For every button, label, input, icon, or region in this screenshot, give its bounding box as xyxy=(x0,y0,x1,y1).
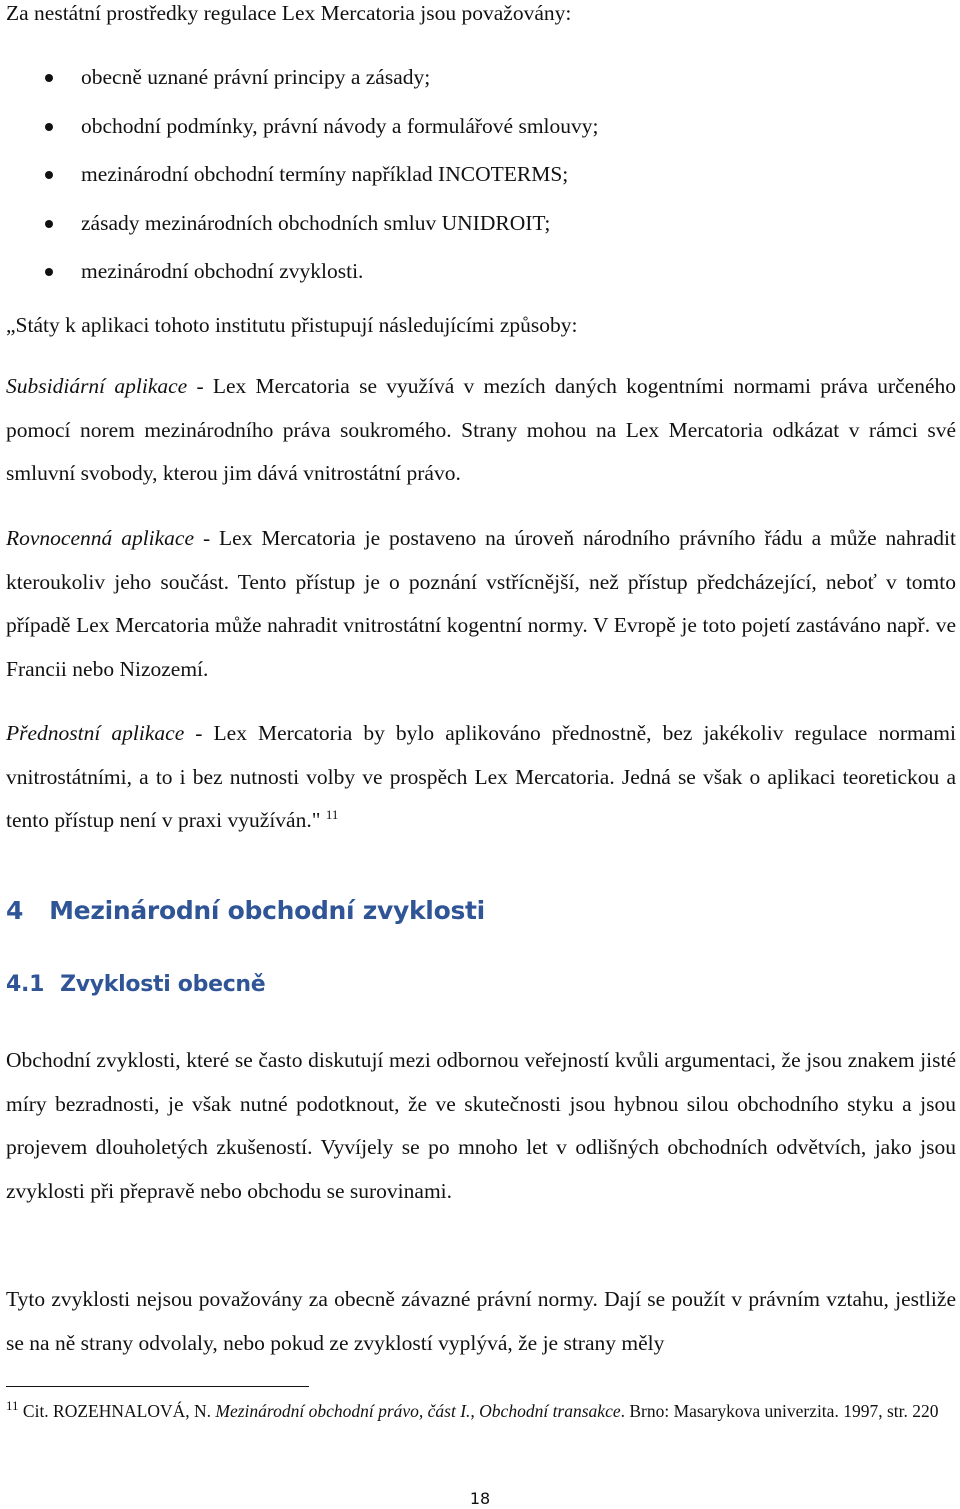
list-item-text: obecně uznané právní principy a zásady; xyxy=(81,65,431,89)
list-item-text: mezinárodní obchodní zvyklosti. xyxy=(81,259,364,283)
list-item xyxy=(0,199,599,248)
quote-intro-paragraph: „Státy k aplikaci tohoto institutu přistupují následujícími způsoby: xyxy=(6,313,578,337)
priority-text: - Lex Mercatoria by bylo aplikováno přednostně, bez jakékoliv regulace normami vnitrostátními, a to i bez nutnosti volby ve prospěch Lex Mercatoria. Jedná se však o aplikaci teoretickou a tento přístup není v praxi využíván." xyxy=(6,721,957,832)
footnote-separator xyxy=(6,1386,309,1387)
bullet-list xyxy=(0,53,599,296)
priority-term: Přednostní aplikace xyxy=(6,721,185,745)
chapter-number: 4 xyxy=(6,896,24,925)
list-item-text: obchodní podmínky, právní návody a formulářové smlouvy; xyxy=(81,113,599,138)
bullet-icon xyxy=(45,74,53,82)
chapter-title: Mezinárodní obchodní zvyklosti xyxy=(49,896,485,925)
footnote-suffix: . Brno: Masarykova univerzita. 1997, str. 220 xyxy=(620,1401,939,1421)
equivalent-text: - Lex Mercatoria je postaveno na úroveň národního právního řádu a může nahradit kteroukoliv jeho součást. Tento přístup je o poznání vstřícnější, než přístup předcházející, neboť v tomto případě Lex Mercatoria může nahradit vnitrostátní kogentní normy. V Evropě je toto pojetí zastáváno např. ve Francii nebo Nizozemí. xyxy=(6,526,956,681)
priority-paragraph xyxy=(6,712,956,843)
chapter-heading xyxy=(6,896,485,925)
list-item-text: mezinárodní obchodní termíny například INCOTERMS; xyxy=(81,162,569,186)
bullet-icon xyxy=(45,268,53,276)
footnote-reference: 11 xyxy=(325,806,339,822)
footnote xyxy=(6,1398,958,1424)
footnote-number: 11 xyxy=(6,1398,19,1414)
list-item xyxy=(0,102,599,151)
list-item xyxy=(0,247,599,296)
intro-paragraph: Za nestátní prostředky regulace Lex Mercatoria jsou považovány: xyxy=(6,1,572,25)
section-number: 4.1 xyxy=(6,972,45,997)
page-number: 18 xyxy=(469,1489,491,1508)
bullet-icon xyxy=(45,171,53,179)
list-item-text: zásady mezinárodních obchodních smluv UNIDROIT; xyxy=(81,210,551,235)
body-paragraph: Obchodní zvyklosti, které se často diskutují mezi odbornou veřejností kvůli argumentaci, že jsou znakem jisté míry bezradnosti, je však nutné podotknout, že ve skutečnosti jsou hybnou silou obchodního styku a jsou projevem dlouholetých zkušeností. Vyvíjely se po mnoho let v odlišných obchodních odvětvích, jako jsou zvyklosti při přepravě nebo obchodu se surovinami. xyxy=(6,1048,956,1203)
section-heading xyxy=(6,972,265,997)
section-title: Zvyklosti obecně xyxy=(60,972,266,997)
equivalent-paragraph xyxy=(6,517,956,691)
subsidiary-term: Subsidiární aplikace xyxy=(6,374,188,398)
list-item xyxy=(0,150,599,199)
list-item xyxy=(0,53,599,102)
subsidiary-text: - Lex Mercatoria se využívá v mezích daných kogentními normami práva určeného pomocí norem mezinárodního práva soukromého. Strany mohou na Lex Mercatoria odkázat v rámci své smluvní svobody, kterou jim dává vnitrostátní právo. xyxy=(6,374,956,485)
bullet-icon xyxy=(45,123,53,131)
subsidiary-paragraph xyxy=(6,365,956,496)
bullet-icon xyxy=(45,220,53,228)
equivalent-term: Rovnocenná aplikace xyxy=(6,526,195,550)
footnote-title: Mezinárodní obchodní právo, část I., Obchodní transakce xyxy=(215,1401,621,1421)
footnote-prefix: Cit. ROZEHNALOVÁ, N. xyxy=(18,1401,216,1421)
body-paragraph: Tyto zvyklosti nejsou považovány za obecně závazné právní normy. Dají se použít v právním vztahu, jestliže se na ně strany odvolaly, nebo pokud ze zvyklostí vyplývá, že je strany měly xyxy=(6,1287,956,1355)
